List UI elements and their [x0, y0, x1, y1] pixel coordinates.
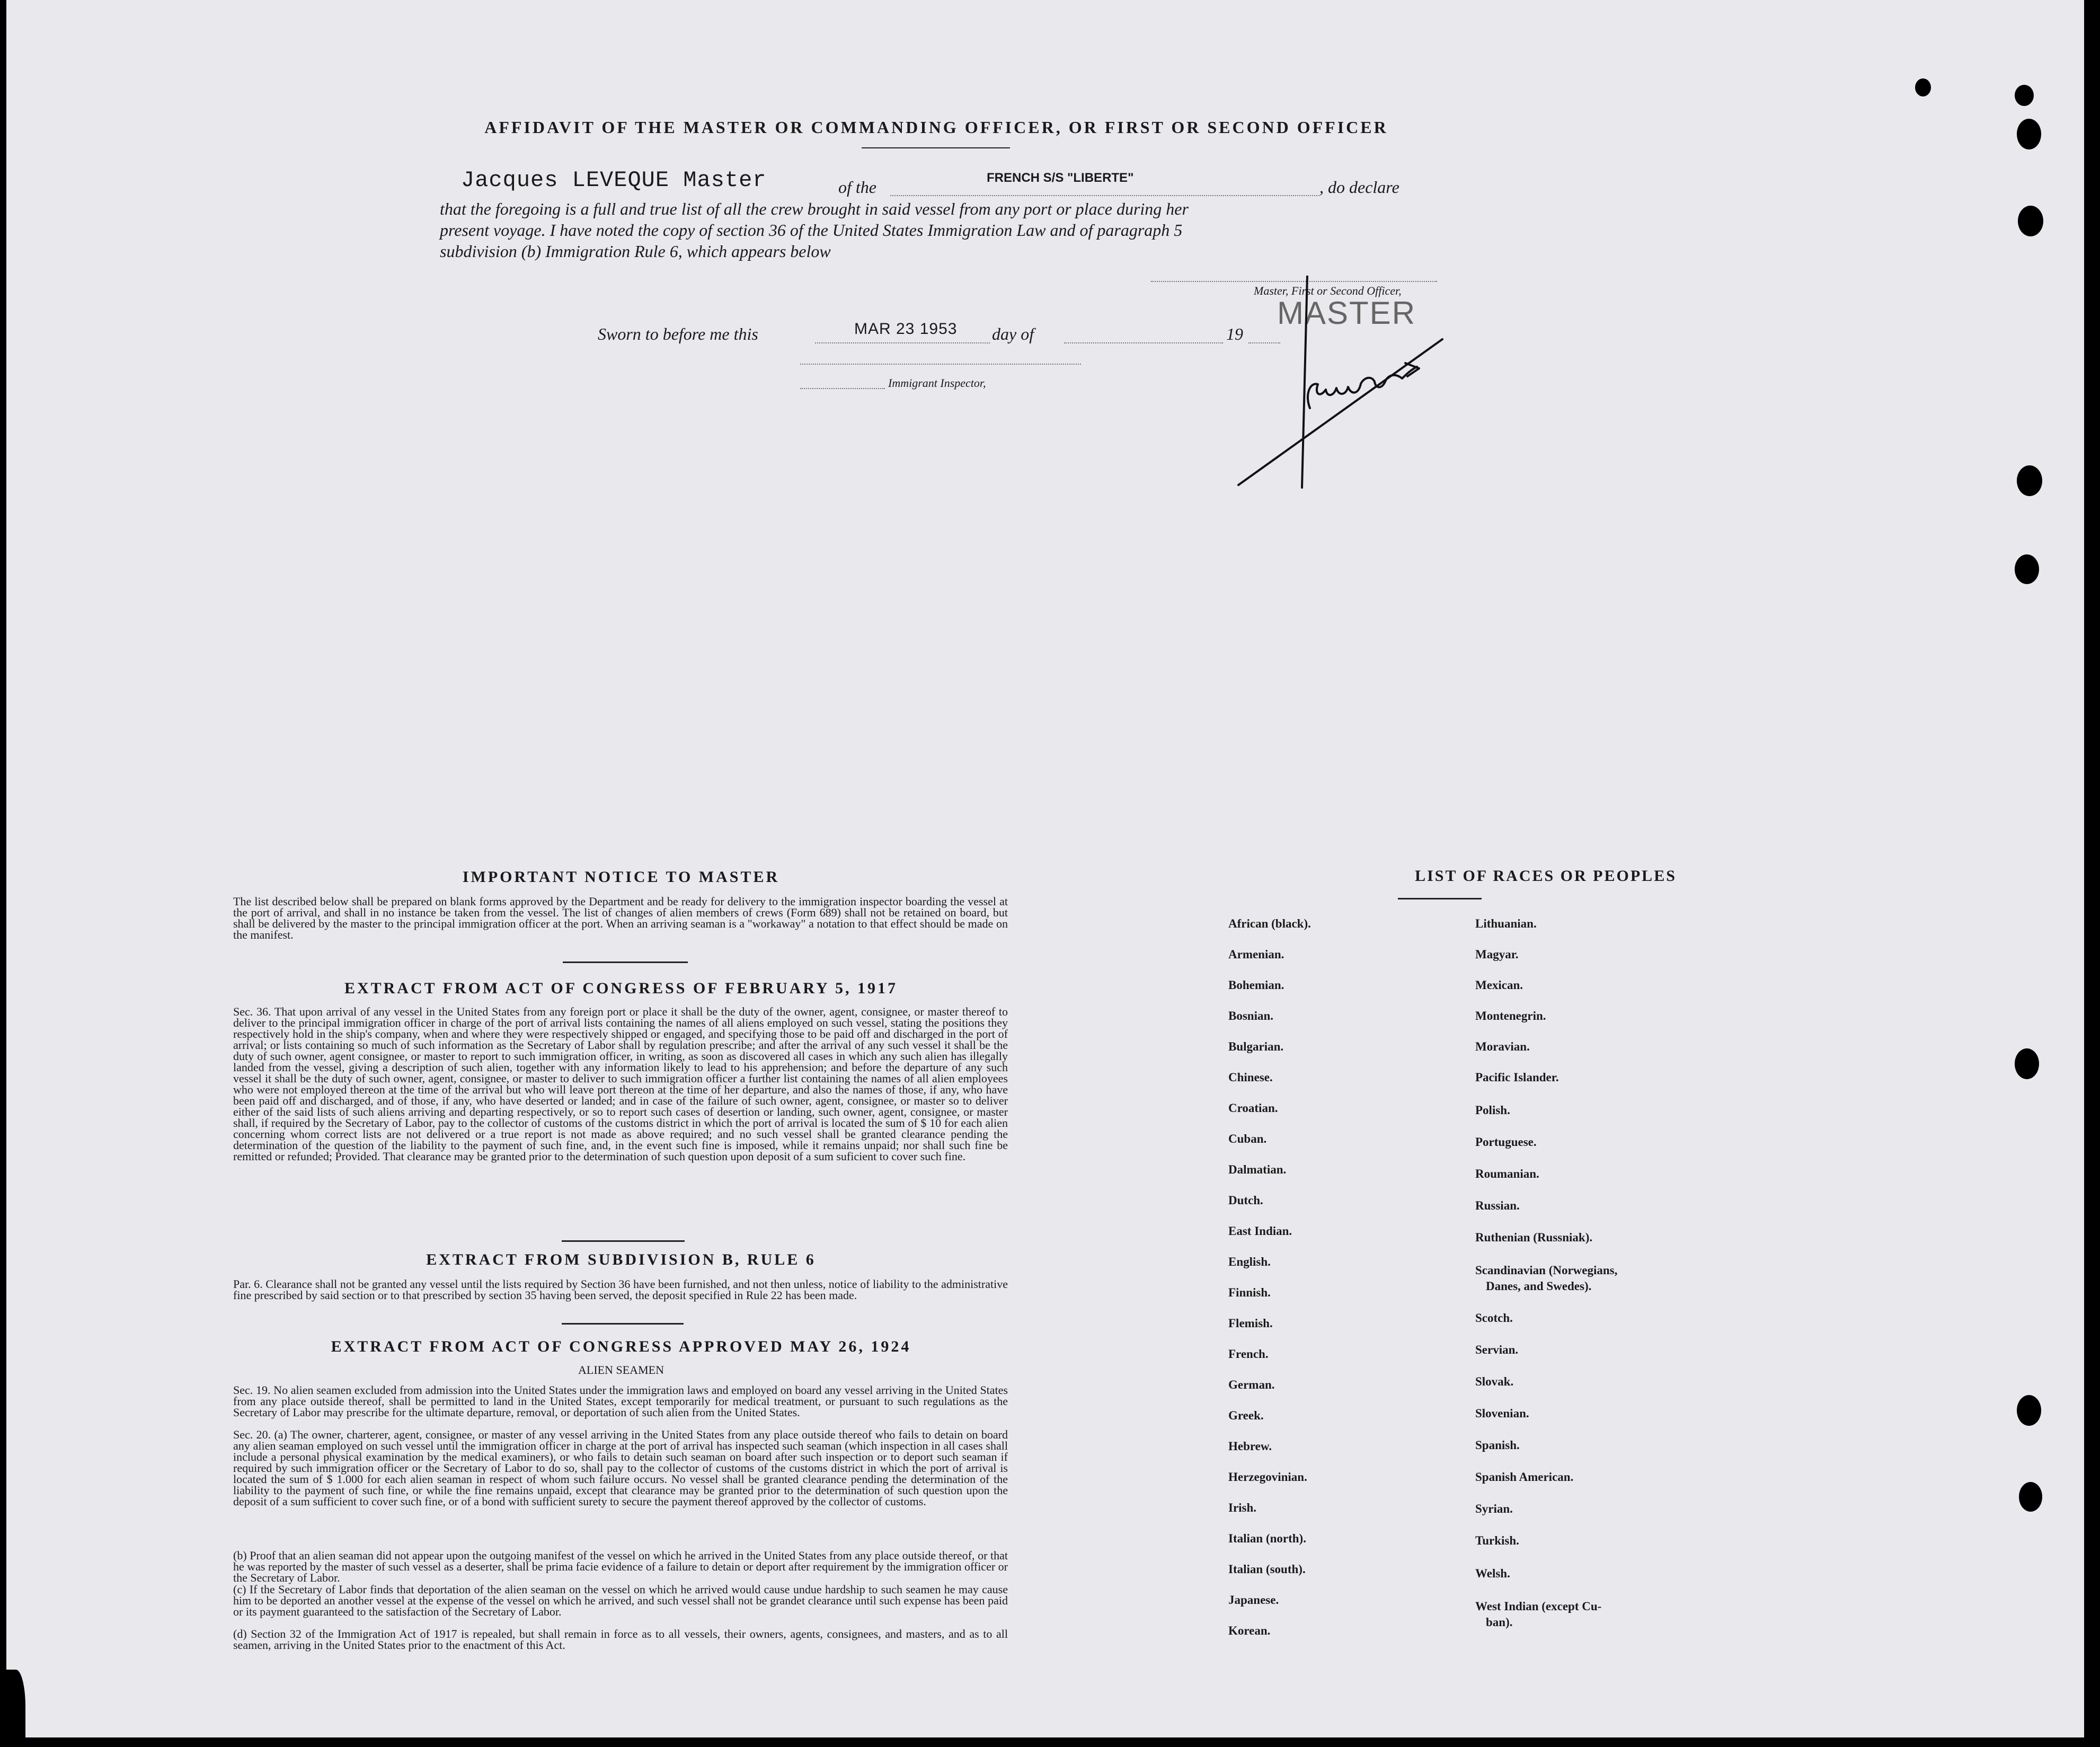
punch-hole — [6, 1670, 25, 1737]
race-right-4: Montenegrin. — [1475, 1009, 1546, 1022]
race-left-11: East Indian. — [1228, 1224, 1292, 1238]
document-page — [6, 0, 2084, 1737]
extract-1924-sec20a: Sec. 20. (a) The owner, charterer, agent, consignee, or master of any vessel arriving in the United States from any place outside thereof who fails to detain on board any alien seaman employed on such vessel until the immigration officer in charge at the port of arrival has inspected such seaman (which inspection in all cases shall include a personal physical examination by the medical examiners), or who fails to detain such seaman on board after such inspection or to deport such seaman if required by such immigration officer or the Secretary of Labor to do so, shall pay to the collector of customs of the customs district in which the port of arrival is located the sum of $ 1.000 for each alien seaman in respect of whom such failure occurs. No vessel shall be granted clearance pending the determination of the liability to the payment of such fine, or while the fine remains unpaid, except that clearance may be granted prior to the determination of such question upon the deposit of a sum sufficient to cover such fine, or of a bond with sufficient surety to secure the payment thereof approved by the collector of customs. — [233, 1428, 1008, 1508]
race-right-14: Scotch. — [1475, 1311, 1513, 1325]
race-left-24: Korean. — [1228, 1624, 1271, 1637]
race-right-11: Ruthenian (Russniak). — [1475, 1231, 1593, 1244]
rule6-rule — [562, 1323, 684, 1325]
declaration-line-2: that the foregoing is a full and true list of all the crew brought in said vessel from any port or place during her — [440, 199, 1189, 218]
race-right-22: Welsh. — [1475, 1567, 1510, 1580]
race-right-3: Mexican. — [1475, 978, 1523, 992]
race-right-5: Moravian. — [1475, 1040, 1530, 1053]
race-right-19: Spanish American. — [1475, 1470, 1574, 1484]
punch-hole — [2015, 554, 2039, 584]
race-left-16: German. — [1228, 1378, 1275, 1391]
extract-1924-sec20d: (d) Section 32 of the Immigration Act of 1917 is repealed, but shall remain in force as to all vessels, their owners, agents, consignees, and masters, and as to all seamen, arriving in the United States prior to the enactment of this Act. — [233, 1627, 1008, 1652]
extract-1917-text: Sec. 36. That upon arrival of any vessel in the United States from any foreign port or place it shall be the duty of the owner, agent, consignee, or master thereof to deliver to the principal immigration officer in charge of the port of arrival lists containing the names of all aliens employed on such vessel, stating the positions they respectively hold in the ship's company, when and where they were respectively shipped or engaged, and specifying those to be paid off and discharged in the port of arrival; or lists containing so much of such information as the Secretary of Labor shall by regulation prescribe; and after the arrival of any such vessel it shall be the duty of such owner, agent consignee, or master to report to such immigration officer, in writing, as soon as discovered all cases in which any such alien has illegally landed from the vessel, giving a description of such alien, together with any information likely to lead to his apprehension; and before the departure of any such vessel it shall be the duty of such owner, agent, consignee, or master to deliver to such immigration officer a further list containing the names of all alien employees who were not employed thereon at the time of the arrival but who will leave port thereon at the time of her departure, and also the names of those, if any, who have been paid off and discharged, and of those, if any, who have deserted or landed; and in case of the failure of such owner, agent, consignee, or master so to deliver either of the said lists of such aliens arriving and departing respectively, or so to report such cases of desertion or landing, such owner, agent, consignee, or master shall, if required by the Secretary of Labor, pay to the collector of customs of the customs district in which the port of arrival is located the sum of $ 10 for each alien concerning whom correct lists are not delivered or a true report is not made as above required; and no such vessel shall be granted clearance pending the determination of the question of the liability to the payment of such fine, and, in the event such fine is imposed, while it remains unpaid; nor shall such fine be remitted or refunded; Provided. That clearance may be granted prior to the determination of such question upon deposit of a sum suficient to cover such fine. — [233, 1005, 1008, 1163]
race-right-18: Spanish. — [1475, 1439, 1520, 1452]
races-rule — [1398, 898, 1482, 899]
race-right-1: Lithuanian. — [1475, 917, 1537, 930]
race-right-16: Slovak. — [1475, 1375, 1514, 1388]
title-rule — [862, 147, 1010, 148]
race-right-15: Servian. — [1475, 1343, 1519, 1356]
vessel-name: FRENCH S/S "LIBERTE" — [987, 171, 1134, 185]
inspector-label: Immigrant Inspector, — [888, 376, 986, 390]
race-left-19: Herzegovinian. — [1228, 1470, 1307, 1484]
extract-1924-sec20c: (c) If the Secretary of Labor finds that deportation of the alien seaman on the vessel on which he arrived would cause undue hardship to such seamen he may cause him to be deported an another vessel at the expense of the vessel on which he arrived, and such vessel shall not be grandet clearance until such expense has been paid or its payment guaranteed to the satisfaction of the Secretary of Labor. — [233, 1583, 1008, 1618]
sworn-date-line — [815, 342, 990, 343]
extract-1924-sec20b: (b) Proof that an alien seaman did not appear upon the outgoing manifest of the vessel on which he arrived in the United States from any place outside thereof, or that he was reported by the master of such vessel as a deserter, shall be prima facie evidence of a failure to detain or deport after requirement by the immigration officer or the Secretary of Labor. — [233, 1549, 1008, 1584]
race-right-10: Russian. — [1475, 1199, 1520, 1212]
race-left-10: Dutch. — [1228, 1194, 1263, 1207]
notice-title: IMPORTANT NOTICE TO MASTER — [462, 868, 780, 886]
race-left-20: Irish. — [1228, 1501, 1257, 1514]
extract-1917-title: EXTRACT FROM ACT OF CONGRESS OF FEBRUARY 5, 1917 — [344, 980, 898, 997]
inspector-line-2 — [800, 388, 885, 389]
punch-hole — [1915, 78, 1931, 96]
sworn-date-stamp: MAR 23 1953 — [854, 320, 958, 338]
race-left-1: African (black). — [1228, 917, 1311, 930]
race-left-3: Bohemian. — [1228, 978, 1284, 992]
sworn-text: Sworn to before me this — [598, 324, 758, 343]
race-left-4: Bosnian. — [1228, 1009, 1274, 1022]
race-right-8: Portuguese. — [1475, 1135, 1537, 1149]
race-left-15: French. — [1228, 1347, 1269, 1361]
race-right-2: Magyar. — [1475, 948, 1519, 961]
master-signature — [1225, 276, 1458, 498]
race-left-12: English. — [1228, 1255, 1271, 1268]
race-left-23: Japanese. — [1228, 1593, 1279, 1607]
race-right-24: ban). — [1486, 1616, 1513, 1629]
day-of-text: day of — [992, 324, 1034, 343]
race-left-22: Italian (south). — [1228, 1563, 1306, 1576]
notice-rule — [563, 961, 688, 963]
affidavit-title: AFFIDAVIT OF THE MASTER OR COMMANDING OFFICER, OR FIRST OR SECOND OFFICER — [484, 118, 1388, 137]
punch-hole — [2015, 85, 2034, 106]
year-prefix: 19 — [1226, 324, 1243, 343]
notice-text: The list described below shall be prepared on blank forms approved by the Department and be ready for delivery to the immigration inspector boarding the vessel at the port of arrival, and shall in no instance be taken from the vessel. The list of changes of alien members of crews (Form 689) shall not be retained on board, but shall be delivered by the master to the principal immigration officer at the port. When an arriving seaman is a "workaway" a notation to that effect should be made on the manifest. — [233, 895, 1008, 941]
race-right-7: Polish. — [1475, 1104, 1510, 1117]
extract-1924-sec19: Sec. 19. No alien seamen excluded from admission into the United States under the immigration laws and employed on board any vessel arriving in the United States from any place outside thereof, shall be permitted to land in the United States, except temporarily for medical treatment, or pursuant to such regulations as the Secretary of Labor may prescribe for the ultimate departure, removal, or deportation of such alien from the United States. — [233, 1383, 1008, 1419]
master-stamp: MASTER — [1277, 295, 1416, 331]
race-right-17: Slovenian. — [1475, 1407, 1529, 1420]
races-title: LIST OF RACES OR PEOPLES — [1415, 867, 1677, 885]
race-left-18: Hebrew. — [1228, 1440, 1272, 1453]
race-left-17: Greek. — [1228, 1409, 1264, 1422]
punch-hole — [2017, 119, 2041, 149]
punch-hole — [2018, 206, 2043, 236]
month-line — [1064, 342, 1223, 343]
race-left-8: Cuban. — [1228, 1132, 1267, 1145]
vessel-line — [890, 195, 1319, 196]
punch-hole — [2017, 1395, 2041, 1426]
race-right-9: Roumanian. — [1475, 1167, 1539, 1180]
race-left-9: Dalmatian. — [1228, 1163, 1287, 1176]
declaration-line-3: present voyage. I have noted the copy of section 36 of the United States Immigration Law and of paragraph 5 — [440, 220, 1183, 240]
race-left-13: Finnish. — [1228, 1286, 1271, 1299]
of-the-text: of the — [838, 178, 876, 197]
inspector-signature-line — [800, 364, 1081, 365]
race-right-13: Danes, and Swedes). — [1486, 1280, 1592, 1293]
race-right-20: Syrian. — [1475, 1502, 1513, 1515]
race-right-21: Turkish. — [1475, 1534, 1519, 1547]
race-left-7: Croatian. — [1228, 1101, 1278, 1115]
extract-1917-rule — [562, 1240, 685, 1242]
race-left-21: Italian (north). — [1228, 1532, 1306, 1545]
race-left-2: Armenian. — [1228, 948, 1284, 961]
punch-hole — [2015, 1048, 2039, 1079]
race-left-14: Flemish. — [1228, 1317, 1273, 1330]
officer-label: Master, First or Second Officer, — [1254, 284, 1402, 297]
alien-seamen-subtitle: ALIEN SEAMEN — [578, 1363, 664, 1377]
punch-hole — [2017, 465, 2042, 496]
race-left-5: Bulgarian. — [1228, 1040, 1284, 1053]
rule6-title: EXTRACT FROM SUBDIVISION B, RULE 6 — [426, 1251, 816, 1268]
declarant-name: Jacques LEVEQUE Master — [461, 167, 767, 193]
extract-1924-title: EXTRACT FROM ACT OF CONGRESS APPROVED MAY 26, 1924 — [331, 1338, 911, 1355]
race-right-6: Pacific Islander. — [1475, 1071, 1559, 1084]
race-left-6: Chinese. — [1228, 1071, 1273, 1084]
declaration-line-4: subdivision (b) Immigration Rule 6, which appears below — [440, 242, 831, 261]
race-right-12: Scandinavian (Norwegians, — [1475, 1264, 1618, 1277]
rule6-text: Par. 6. Clearance shall not be granted any vessel until the lists required by Section 36 have been furnished, and not then unless, notice of liability to the administrative fine prescribed by said section or to that prescribed by section 35 having been served, the deposit specified in Rule 22 has been made. — [233, 1277, 1008, 1302]
race-right-23: West Indian (except Cu- — [1475, 1600, 1602, 1613]
punch-hole — [2019, 1482, 2042, 1512]
do-declare-text: , do declare — [1319, 178, 1399, 197]
